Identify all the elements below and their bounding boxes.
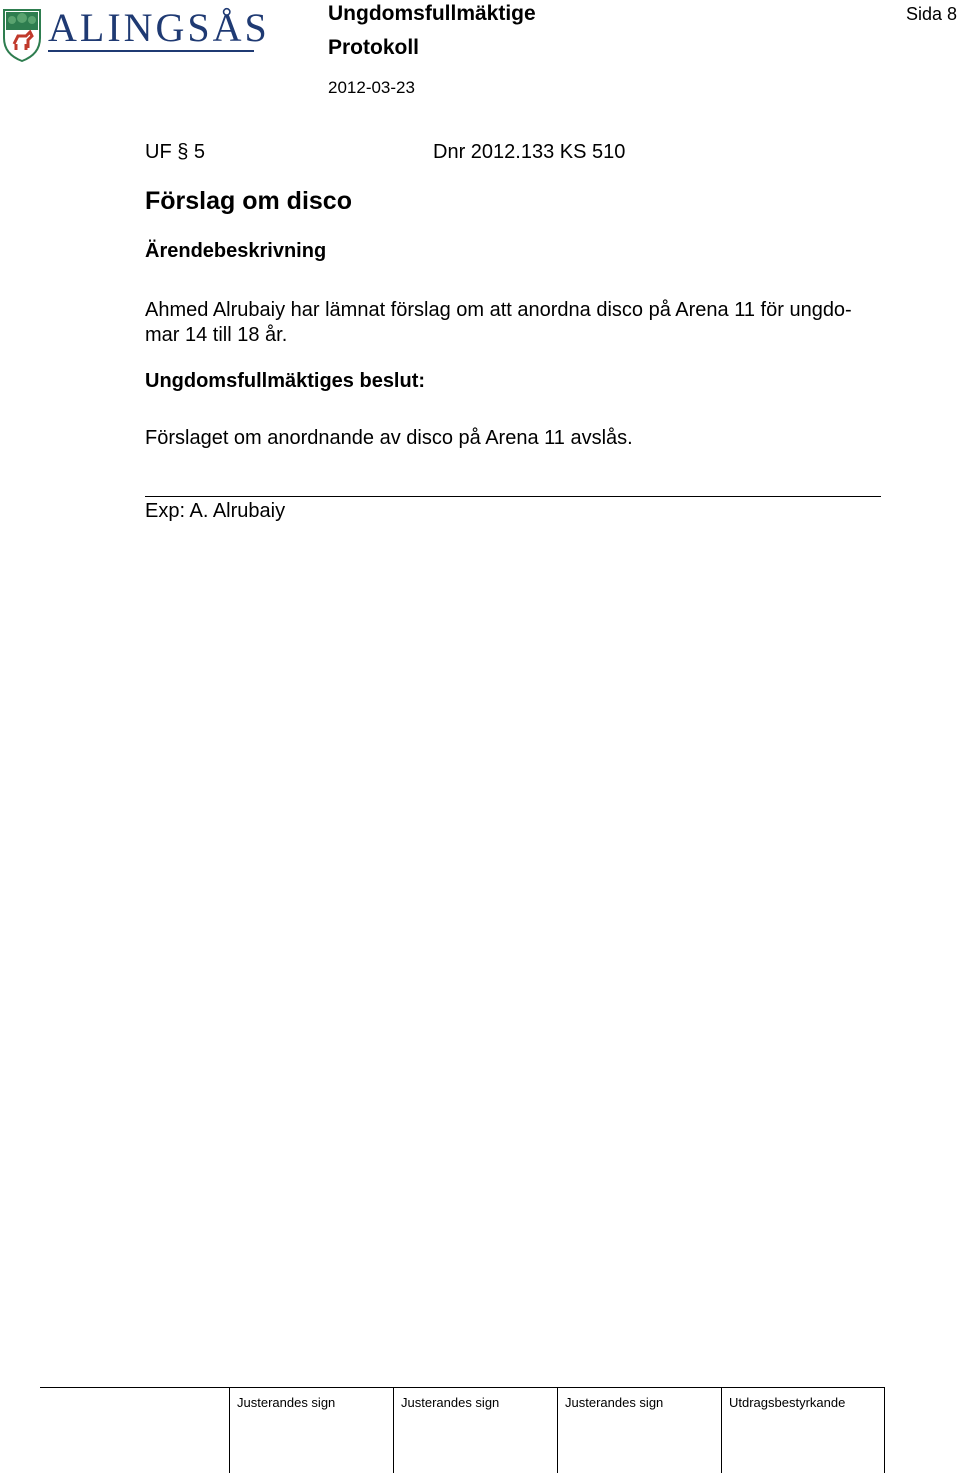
signature-label: Justerandes sign [565,1395,664,1410]
decision-heading: Ungdomsfullmäktiges beslut: [145,370,426,392]
coat-of-arms-icon [2,8,42,62]
signature-cell-divider [884,1387,885,1473]
description-line: Ahmed Alrubaiy har lämnat förslag om att anordna disco på Arena 11 för ungdo- [145,299,852,321]
signature-cell-divider [557,1387,558,1473]
municipality-logo [2,5,270,62]
organization-name: Ungdomsfullmäktige [328,2,536,25]
description-line: mar 14 till 18 år. [145,324,288,346]
signature-cell-divider [721,1387,722,1473]
signature-label: Justerandes sign [237,1395,336,1410]
registration-number: Dnr 2012.133 KS 510 [433,141,626,163]
item-title: Förslag om disco [145,187,352,215]
expedition-note: Exp: A. Alrubaiy [145,500,286,522]
signature-cell-divider [393,1387,394,1473]
divider [145,496,881,497]
signature-cell-divider [229,1387,230,1473]
document-type: Protokoll [328,36,420,59]
page-number: Sida 8 [906,4,958,24]
signature-table-top-rule [40,1387,885,1388]
decision-text: Förslaget om anordnande av disco på Arena 11 avslås. [145,427,633,449]
section-number: UF § 5 [145,141,206,163]
meeting-date: 2012-03-23 [328,78,415,97]
description-heading: Ärendebeskrivning [145,240,327,262]
extract-certification-label: Utdragsbestyrkande [729,1395,846,1410]
logo-wordmark: ALINGSÅS [48,5,270,50]
logo-underline [48,50,254,52]
signature-label: Justerandes sign [401,1395,500,1410]
description-text [145,298,885,348]
